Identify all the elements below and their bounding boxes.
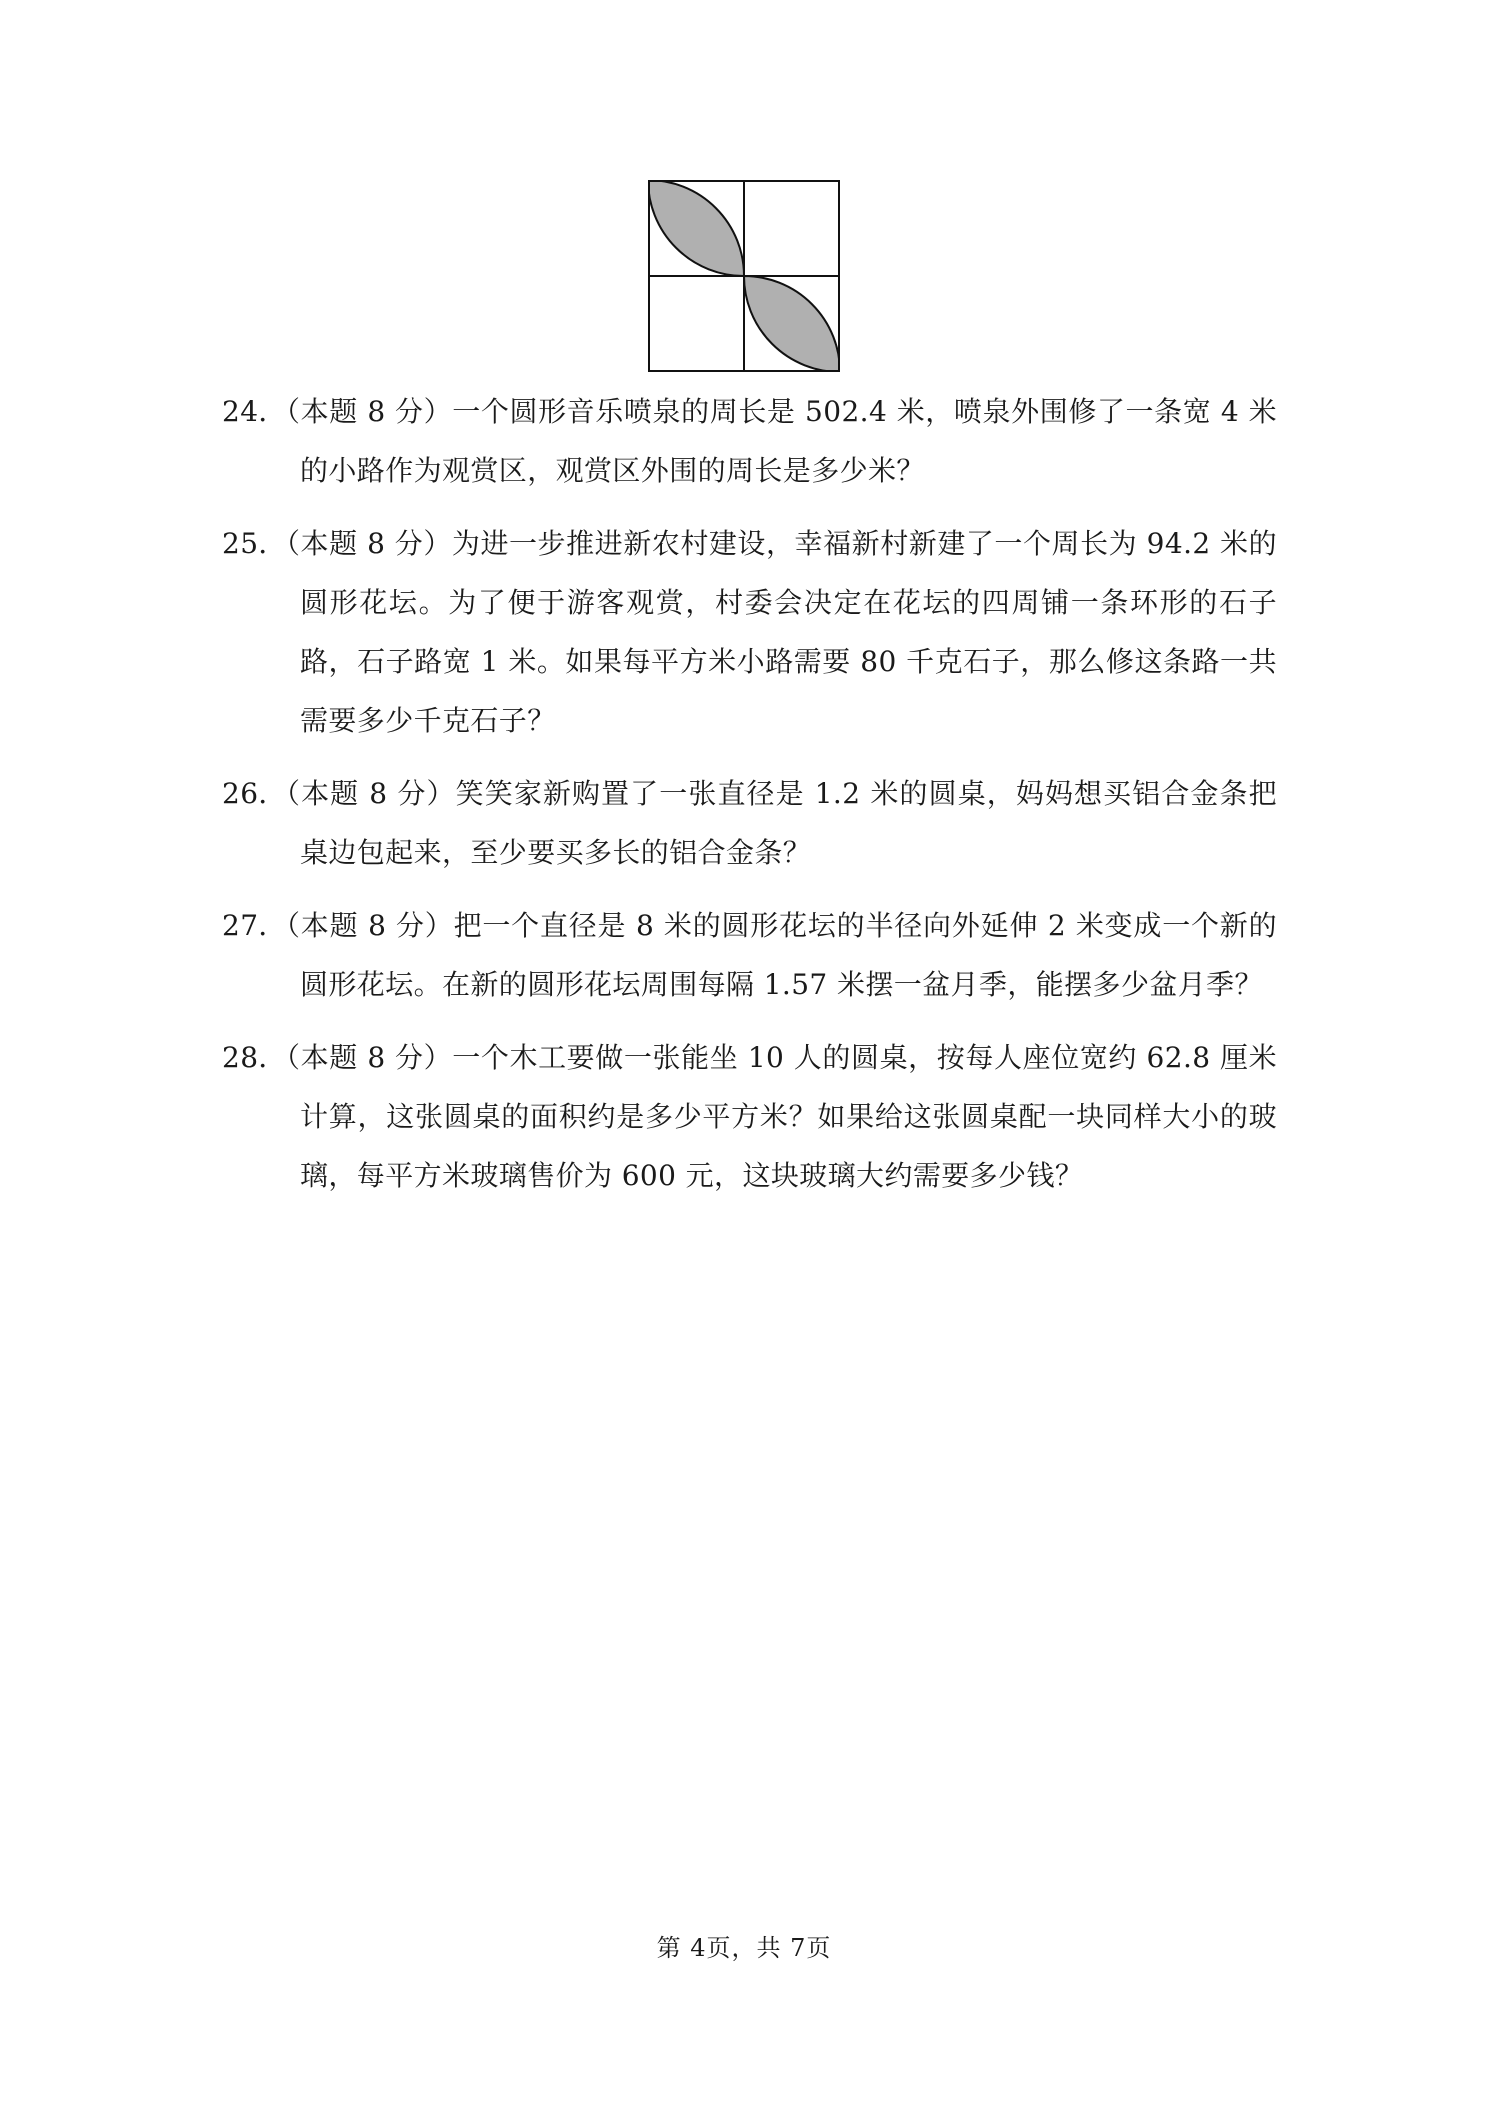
leaf-figure: [648, 180, 840, 372]
problem-text: （本题 8 分）一个木工要做一张能坐 10 人的圆桌，按每人座位宽约 62.8 厘米计算，这张圆桌的面积约是多少平方米？如果给这张圆桌配一块同样大小的玻璃，每平方米玻璃售价为 600 元，这块玻璃大约需要多少钱？: [272, 1041, 1277, 1192]
problem-number: 27．: [222, 909, 287, 942]
problem-26: [222, 764, 1277, 882]
problem-text: （本题 8 分）笑笑家新购置了一张直径是 1.2 米的圆桌，妈妈想买铝合金条把桌边包起来，至少要买多长的铝合金条？: [272, 777, 1277, 869]
problem-list: [222, 382, 1277, 1219]
problem-number: 26．: [222, 777, 287, 810]
problem-27: [222, 896, 1277, 1014]
problem-28: [222, 1028, 1277, 1205]
problem-number: 28．: [222, 1041, 287, 1074]
problem-number: 24．: [222, 395, 287, 428]
problem-text: （本题 8 分）一个圆形音乐喷泉的周长是 502.4 米，喷泉外围修了一条宽 4 米的小路作为观赏区，观赏区外围的周长是多少米？: [272, 395, 1277, 487]
problem-number: 25．: [222, 527, 287, 560]
problem-text: （本题 8 分）为进一步推进新农村建设，幸福新村新建了一个周长为 94.2 米的圆形花坛。为了便于游客观赏，村委会决定在花坛的四周铺一条环形的石子路，石子路宽 1 米。如果每平方米小路需要 80 千克石子，那么修这条路一共需要多少千克石子？: [272, 527, 1277, 737]
shaded-leaf-top-left: [648, 180, 744, 276]
problem-25: [222, 514, 1277, 750]
problem-text: （本题 8 分）把一个直径是 8 米的圆形花坛的半径向外延伸 2 米变成一个新的圆形花坛。在新的圆形花坛周围每隔 1.57 米摆一盆月季，能摆多少盆月季？: [272, 909, 1277, 1001]
page-footer: 第 4页，共 7页: [656, 1934, 832, 1962]
problem-24: [222, 382, 1277, 500]
shaded-leaf-bottom-right: [744, 276, 840, 372]
